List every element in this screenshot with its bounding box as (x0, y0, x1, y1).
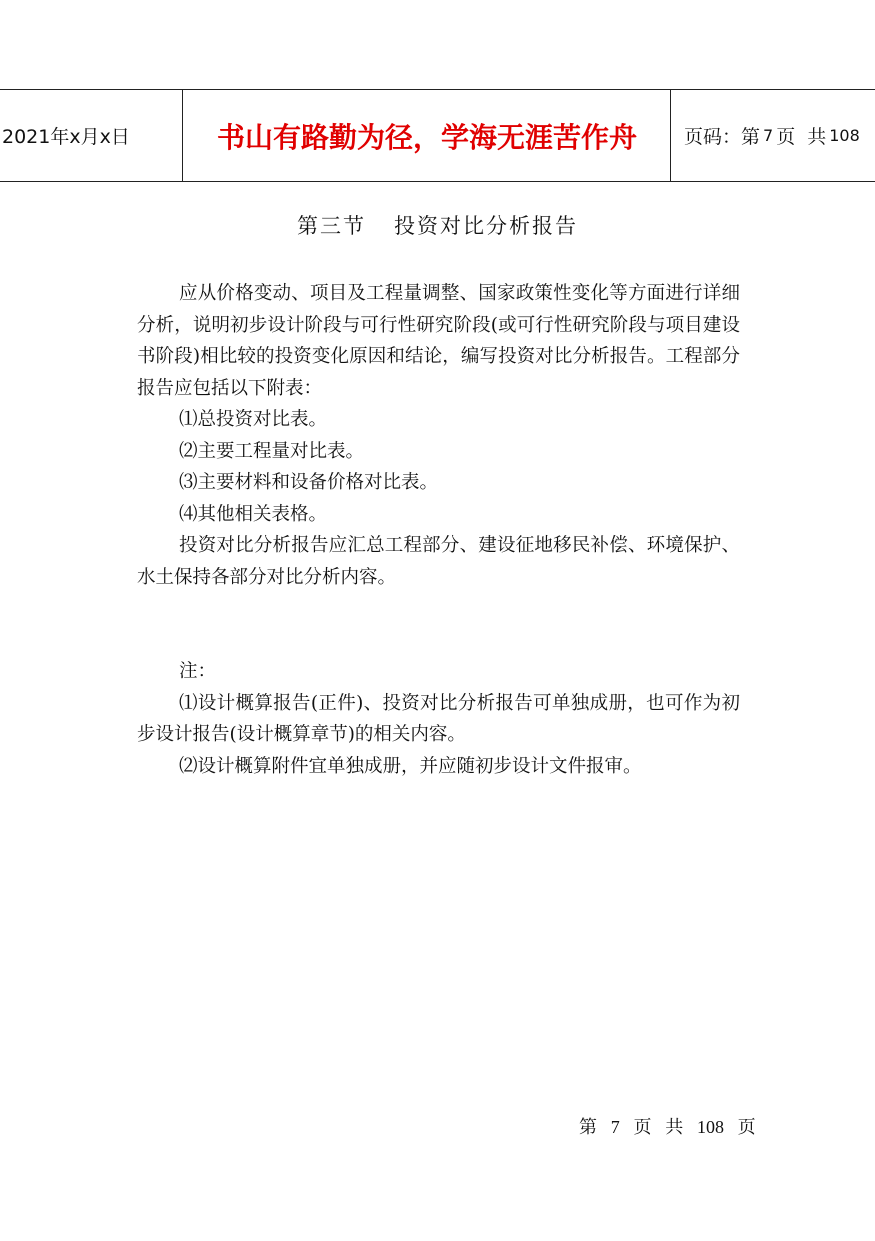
appendix-item: ⑶主要材料和设备价格对比表。 (179, 472, 439, 493)
appendix-item: ⑵主要工程量对比表。 (179, 440, 365, 462)
document-body (137, 278, 740, 782)
note-item: ⑵设计概算附件宜单独成册，并应随初步设计文件报审。 (179, 755, 642, 777)
header-motto: 书山有路勤为径，学海无涯苦作舟 (184, 90, 671, 181)
body-paragraph: 应从价格变动、项目及工程量调整、国家政策性变化等方面进行详细分析，说明初步设计阶段与可行性研究阶段(或可行性研究阶段与项目建设书阶段)相比较的投资变化原因和结论，编写投资对比分析报告。工程部分报告应包括以下附表： (137, 283, 740, 399)
footer-unit: 页 (633, 1117, 652, 1138)
footer-total-label: 共 (665, 1117, 684, 1138)
page-header (0, 89, 875, 182)
footer-total-pages: 108 (696, 1117, 724, 1137)
header-page-total: 108 (829, 126, 860, 145)
header-page-unit: 页 (776, 126, 796, 148)
footer-unit: 页 (737, 1117, 756, 1138)
section-heading: 投资对比分析报告 (394, 214, 578, 238)
header-page-info (672, 90, 875, 181)
notes-label: 注： (179, 661, 217, 682)
page-footer (579, 1113, 764, 1139)
section-title (0, 210, 875, 240)
body-paragraph: 投资对比分析报告应汇总工程部分、建设征地移民补偿、环境保护、水土保持各部分对比分析内容。 (137, 535, 740, 588)
footer-current-page: 7 (610, 1117, 620, 1137)
header-page-current: 7 (763, 126, 774, 145)
note-item: ⑴设计概算报告(正件)、投资对比分析报告可单独成册，也可作为初步设计报告(设计概算章节)的相关内容。 (137, 692, 740, 745)
footer-prefix: 第 (579, 1117, 597, 1138)
header-page-total-label: 共 (807, 126, 827, 148)
header-date: 2021年x月x日 (0, 90, 183, 181)
section-number: 第三节 (297, 214, 366, 238)
header-page-label: 页码：第 (684, 126, 761, 148)
appendix-item: ⑷其他相关表格。 (179, 503, 328, 525)
appendix-item: ⑴总投资对比表。 (179, 409, 328, 430)
